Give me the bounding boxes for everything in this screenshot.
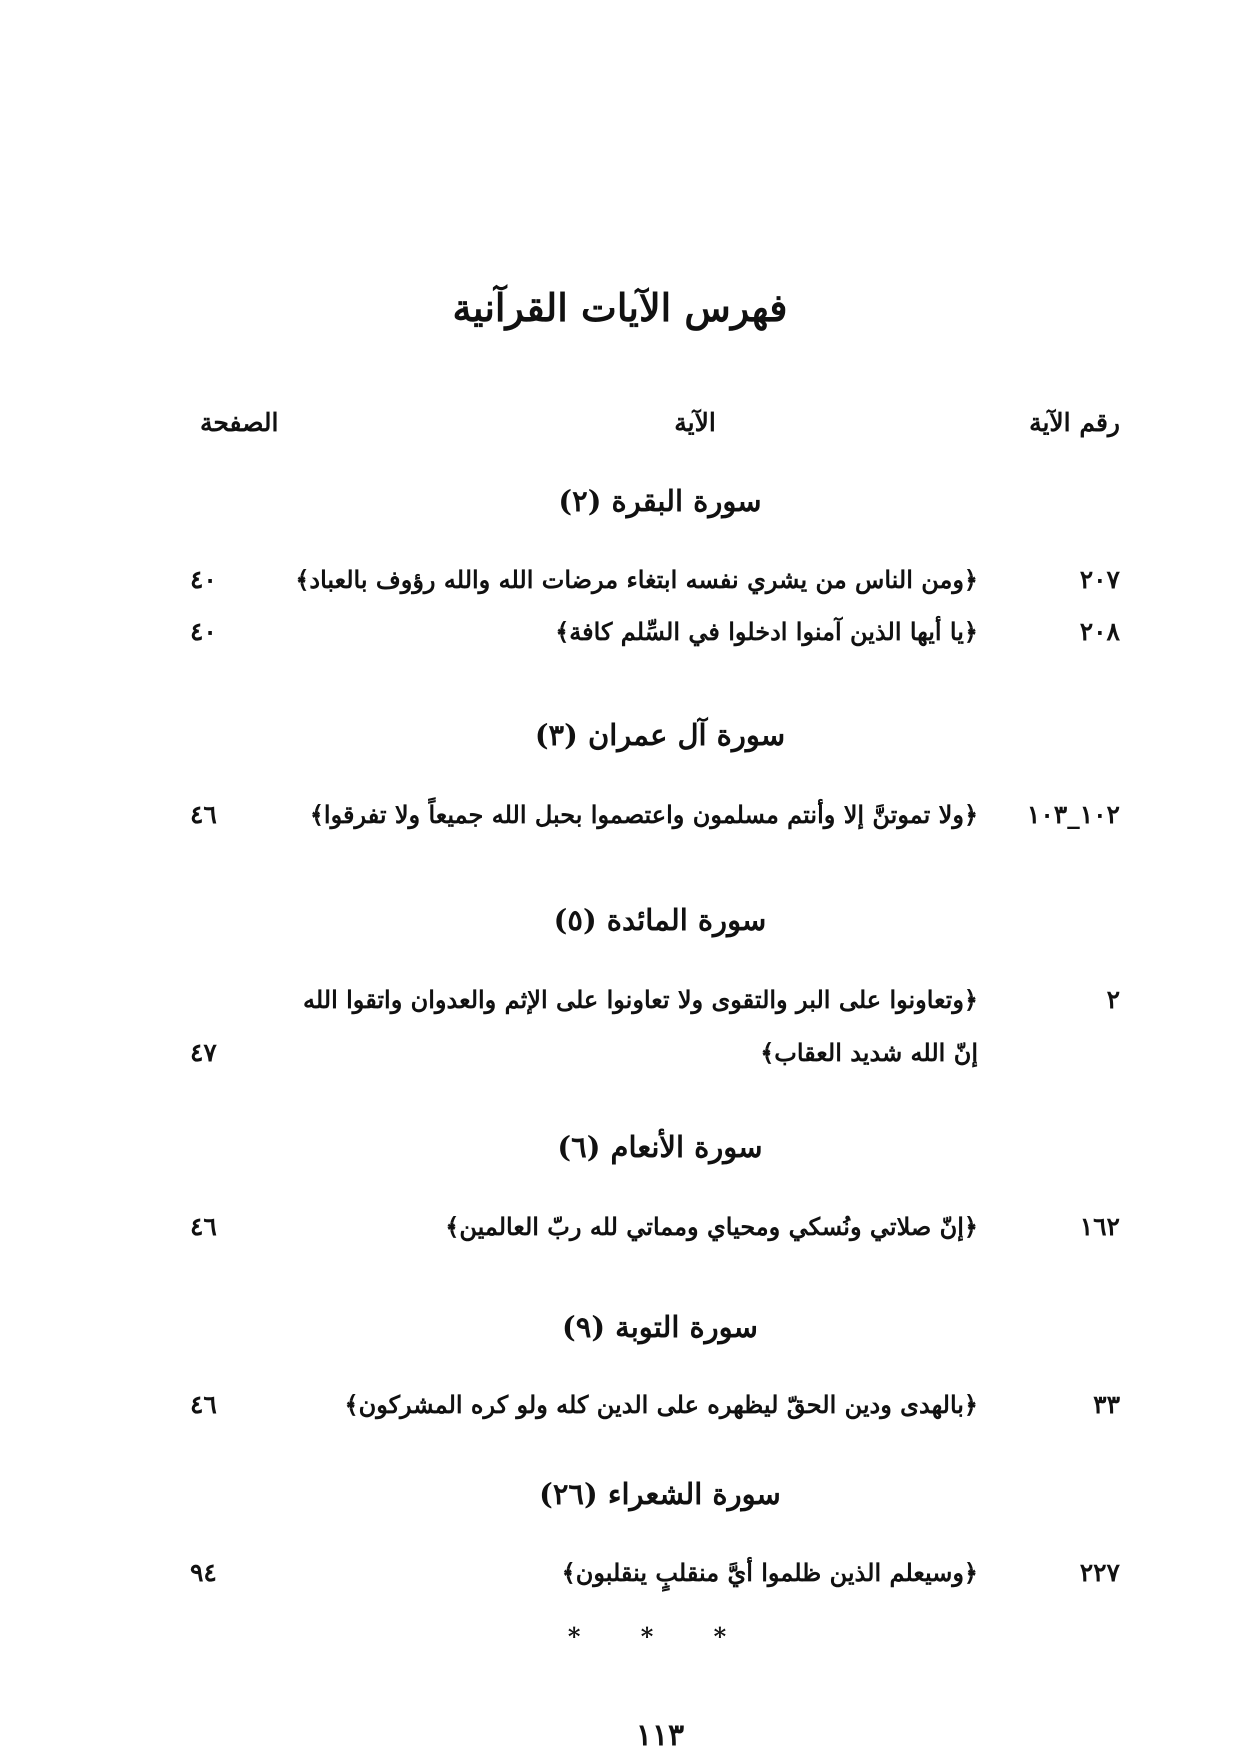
surah-heading-shuara: سورة الشعراء (٢٦) — [539, 1477, 781, 1511]
verse-text: ﴿وسيعلم الذين ظلموا أيَّ منقلبٍ ينقلبون﴾ — [561, 1558, 978, 1587]
verse-text: ﴿إنّ صلاتي ونُسكي ومحياي ومماتي لله ربّ العالمين﴾ — [445, 1212, 978, 1241]
folio-page-number: ١١٣ — [635, 1718, 685, 1753]
page-number: ٤٧ — [190, 1038, 217, 1067]
verse-number: ٢ — [1106, 985, 1120, 1014]
table-row — [0, 800, 1240, 840]
section-separator: * * * — [567, 1622, 753, 1651]
surah-heading-maidah: سورة المائدة (٥) — [553, 903, 767, 937]
verse-number: ٢٠٨ — [1079, 617, 1120, 646]
verse-number: ٢٠٧ — [1079, 565, 1120, 594]
surah-heading-baqarah: سورة البقرة (٢) — [558, 484, 762, 518]
page-number: ٤٦ — [190, 1212, 217, 1241]
verse-text: ﴿ولا تموتنَّ إلا وأنتم مسلمون واعتصموا بحبل الله جميعاً ولا تفرقوا﴾ — [309, 800, 978, 829]
verse-number: ٣٣ — [1093, 1390, 1120, 1419]
page-title: فهرس الآيات القرآنية — [452, 285, 788, 330]
verse-text: ﴿يا أيها الذين آمنوا ادخلوا في السِّلم كافة﴾ — [555, 617, 978, 646]
verse-number: ١٠٢_١٠٣ — [1026, 800, 1120, 829]
page-number: ٤٠ — [190, 565, 217, 594]
surah-heading-anam: سورة الأنعام (٦) — [557, 1130, 763, 1164]
verse-text: ﴿بالهدى ودين الحقّ ليظهره على الدين كله ولو كره المشركون﴾ — [344, 1390, 978, 1419]
table-row — [0, 1038, 1240, 1078]
table-row — [0, 1558, 1240, 1598]
page-number: ٩٤ — [190, 1558, 217, 1587]
page-number: ٤٦ — [190, 800, 217, 829]
surah-heading-al-imran: سورة آل عمران (٣) — [534, 718, 786, 752]
table-row — [0, 565, 1240, 605]
column-header-page: الصفحة — [200, 408, 279, 437]
verse-number: ١٦٢ — [1079, 1212, 1120, 1241]
verse-text: إنّ الله شديد العقاب﴾ — [760, 1038, 978, 1067]
surah-heading-tawbah: سورة التوبة (٩) — [562, 1310, 758, 1344]
verse-text: ﴿وتعاونوا على البر والتقوى ولا تعاونوا على الإثم والعدوان واتقوا الله — [302, 985, 978, 1014]
table-row — [0, 985, 1240, 1025]
verse-text: ﴿ومن الناس من يشري نفسه ابتغاء مرضات الله والله رؤوف بالعباد﴾ — [295, 565, 978, 594]
table-row — [0, 617, 1240, 657]
table-row — [0, 1390, 1240, 1430]
page-number: ٤٠ — [190, 617, 217, 646]
column-header-verse-number: رقم الآية — [1029, 408, 1120, 437]
table-row — [0, 1212, 1240, 1252]
page-number: ٤٦ — [190, 1390, 217, 1419]
verse-number: ٢٢٧ — [1079, 1558, 1120, 1587]
column-header-verse: الآية — [674, 408, 716, 437]
